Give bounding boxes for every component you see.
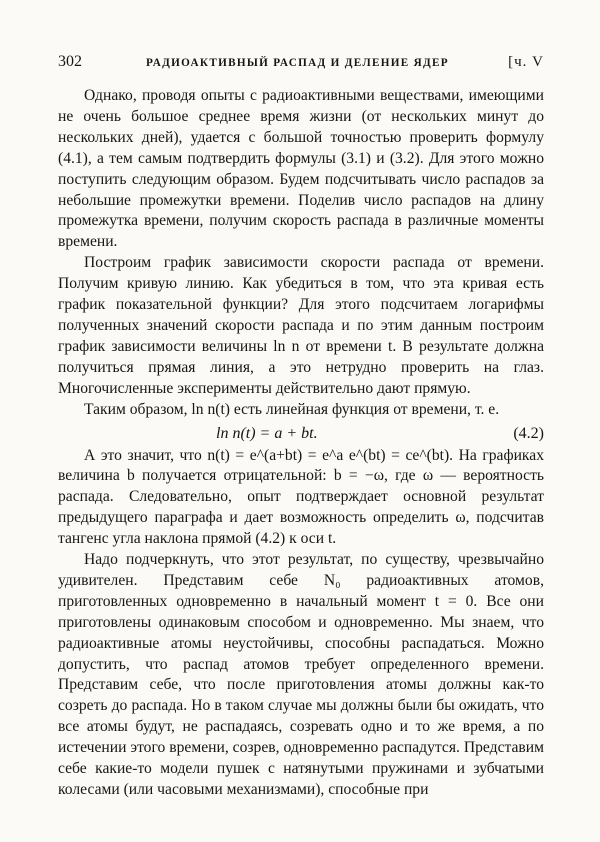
paragraph-1: Однако, проводя опыты с радиоактивными веществами, имеющими не очень большое среднее время жизни (от нескольких минут до нескольких дней), удается с большой точностью проверить формулу (4.1), а тем самым подтвердить формулы (3.1) и (3.2). Для этого можно поступить следующим образом. Будем подсчитывать число распадов за небольшие промежутки времени. Поделив число распадов на длину промежутка времени, получим скорость распада в различные моменты времени. xyxy=(58,87,544,251)
running-title: РАДИОАКТИВНЫЙ РАСПАД И ДЕЛЕНИЕ ЯДЕР xyxy=(146,57,449,69)
paragraph-3: Таким образом, ln n(t) есть линейная функция от времени, т. е. xyxy=(84,400,500,418)
page-body xyxy=(58,86,544,801)
formula-number: (4.2) xyxy=(513,424,544,442)
chapter-marker: [ч. V xyxy=(508,54,544,70)
running-header xyxy=(58,52,544,72)
formula-expression: ln n(t) = a + bt. xyxy=(216,424,318,442)
display-formula xyxy=(58,422,544,446)
paragraph-2: Построим график зависимости скорости распада от времени. Получим кривую линию. Как убедиться в том, что эта кривая есть график показательной функции? Для этого подсчитаем логарифмы полученных значений скорости распада и по этим данным построим график зависимости величины ln n от времени t. В результате должна получиться прямая линия, а это нетрудно проверить на глаз. Многочисленные эксперименты действительно дают прямую. xyxy=(58,254,544,397)
page-number: 302 xyxy=(58,53,82,70)
paragraph-5: Надо подчеркнуть, что этот результат, по существу, чрезвычайно удивителен. Представим себе N₀ радиоактивных атомов, приготовленных одновременно в начальный момент t = 0. Все они приготовлены одинаковым способом и одновременно. Мы знаем, что радиоактивные атомы неустойчивы, способны распадаться. Можно допустить, что распад атомов требует определенного времени. Представим себе, что после приготовления атомы должны как-то созреть до распада. Но в таком случае мы должны были бы ожидать, что все атомы будут, не распадаясь, созревать одно и то же время, а по истечении этого времени, созрев, одновременно распадутся. Представим себе какие-то модели пушек с натянутыми пружинами и зубчатыми колесами (или часовыми механизмами), способные при xyxy=(58,551,544,798)
paragraph-4: А это значит, что n(t) = e^(a+bt) = e^a e^(bt) = ce^(bt). На графиках величина b получается отрицательной: b = −ω, где ω — вероятность распада. Следовательно, опыт подтверждает основной результат предыдущего параграфа и дает возможность определить ω, подсчитав тангенс угла наклона прямой (4.2) к оси t. xyxy=(58,446,544,548)
